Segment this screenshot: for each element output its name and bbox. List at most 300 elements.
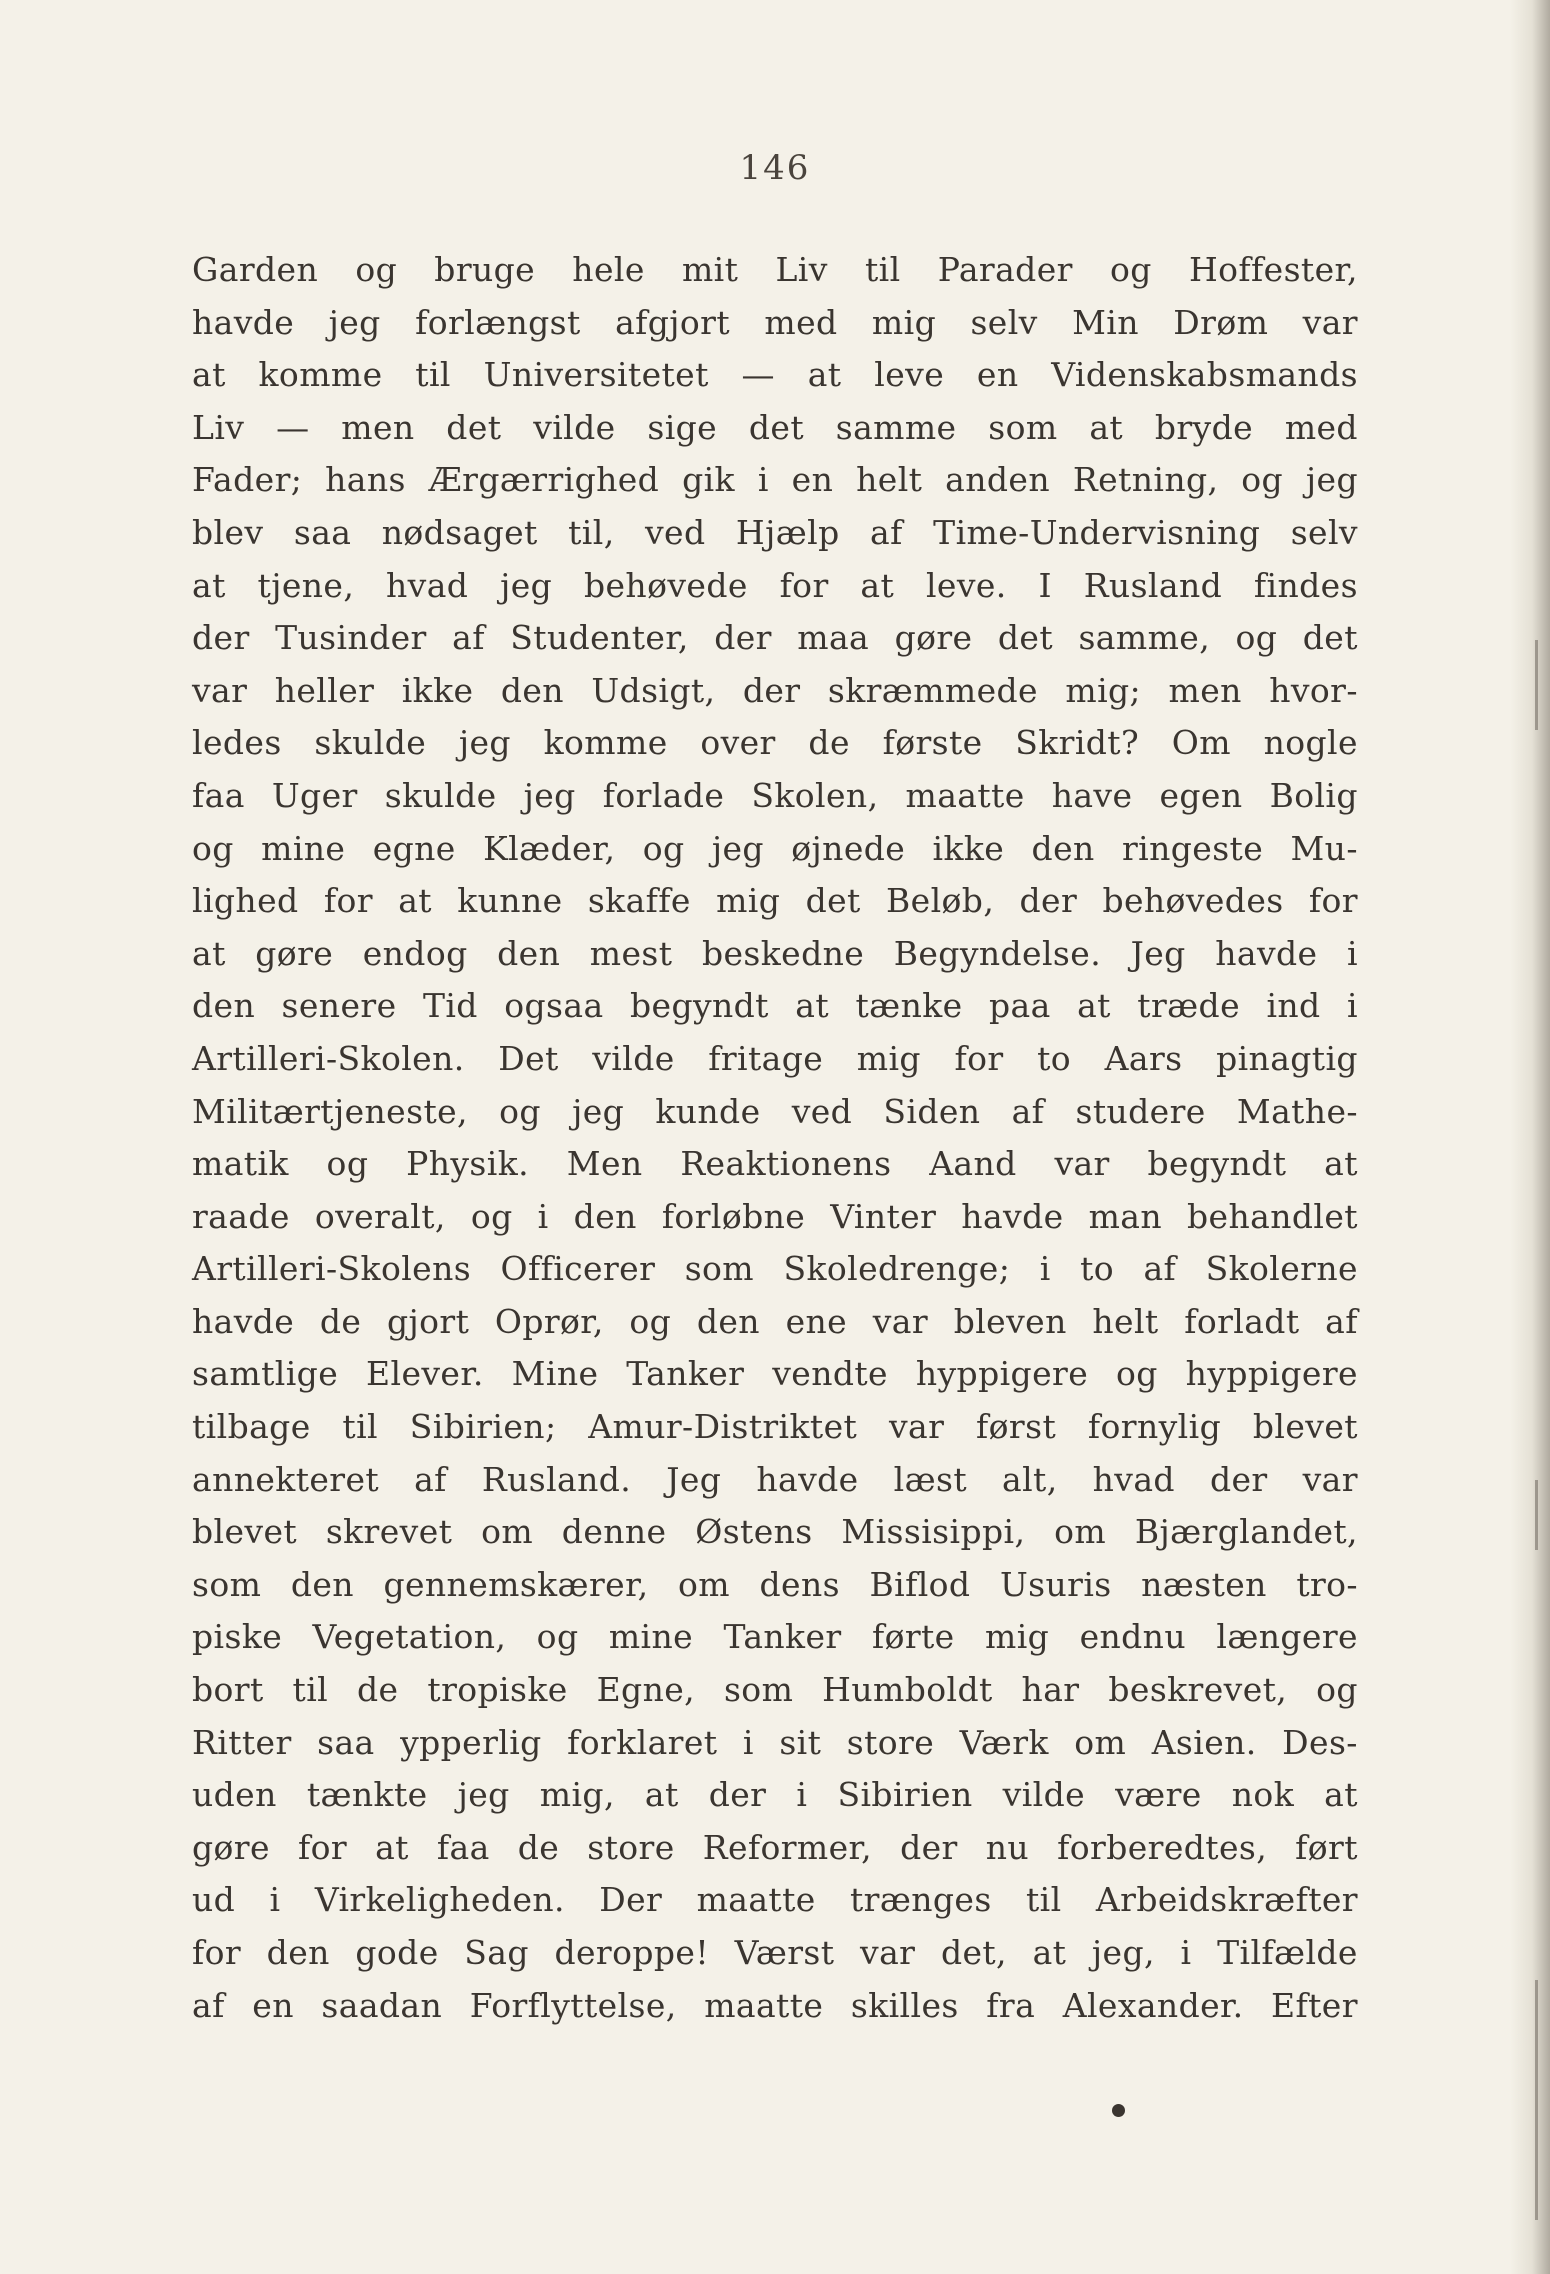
word: var <box>192 670 248 710</box>
word: at <box>1324 1775 1358 1815</box>
word: Militærtjeneste, <box>192 1091 468 1131</box>
word: komme <box>258 355 383 395</box>
word: Sag <box>464 1933 529 1972</box>
word: Fader; <box>192 460 303 500</box>
word: Artilleri-Skolens <box>192 1249 472 1289</box>
word: Aand <box>929 1144 1017 1184</box>
word: med <box>764 302 838 342</box>
word: til <box>1026 1880 1062 1920</box>
word: maatte <box>696 1880 816 1920</box>
word: træde <box>1137 986 1241 1026</box>
word: i <box>537 1196 549 1236</box>
word: mest <box>589 933 673 973</box>
word: og <box>192 828 234 868</box>
word: var <box>1302 302 1358 342</box>
word: til <box>864 250 901 289</box>
word: ikke <box>932 828 1005 868</box>
word: Skolerne <box>1205 1249 1358 1289</box>
word: Udsigt, <box>591 670 716 710</box>
page-number: 146 <box>739 148 811 188</box>
word: jeg <box>328 302 381 342</box>
word: tænkte <box>306 1775 428 1815</box>
text-line <box>192 665 1358 718</box>
word: raade <box>192 1196 290 1236</box>
word: Beløb, <box>886 881 995 921</box>
text-line <box>192 1243 1358 1296</box>
word: Des- <box>1282 1722 1358 1762</box>
word: og <box>1116 1354 1158 1394</box>
word: og <box>536 1617 579 1657</box>
word: — <box>741 355 775 395</box>
word: næsten <box>1141 1564 1267 1604</box>
word: øjnede <box>791 828 906 868</box>
text-line <box>192 1822 1358 1875</box>
word: overalt, <box>314 1196 446 1236</box>
word: at <box>860 565 895 605</box>
word: havde <box>192 1301 295 1341</box>
word: dens <box>759 1564 840 1604</box>
word: var <box>1054 1144 1110 1184</box>
word: Klæder, <box>483 828 616 868</box>
word: hans <box>325 460 406 500</box>
word: samme, <box>1078 618 1211 658</box>
word: helt <box>1092 1301 1159 1341</box>
word: Usuris <box>999 1564 1112 1604</box>
word: for <box>192 1933 242 1972</box>
word: Officerer <box>500 1249 656 1289</box>
word: der <box>900 1827 958 1867</box>
word: Mine <box>511 1354 599 1394</box>
word: vilde <box>592 1038 675 1078</box>
word: Rusland. <box>481 1459 632 1499</box>
word: gode <box>355 1933 439 1972</box>
word: deroppe! <box>554 1933 710 1972</box>
word: de <box>808 723 850 763</box>
printer-dot-mark <box>1112 2104 1125 2117</box>
word: det <box>748 407 804 447</box>
word: behøvedes <box>1102 881 1284 921</box>
word: Liv <box>775 250 828 289</box>
word: — <box>276 407 310 447</box>
text-line <box>192 402 1358 455</box>
word: at <box>375 1827 409 1867</box>
word: og <box>1241 460 1284 500</box>
word: for <box>779 565 829 605</box>
text-line <box>192 1348 1358 1401</box>
word: i <box>796 1775 808 1815</box>
word: maatte <box>905 775 1025 815</box>
word: saa <box>293 512 352 552</box>
word: det, <box>940 1933 1007 1972</box>
word: de <box>319 1301 362 1341</box>
word: den <box>290 1564 354 1604</box>
word: som <box>192 1564 262 1604</box>
word: at <box>192 933 226 973</box>
word: vendte <box>772 1354 888 1394</box>
text-line <box>192 454 1358 507</box>
word: Videnskabsmands <box>1051 355 1358 395</box>
word: en <box>252 1985 294 2025</box>
word: Tilfælde <box>1217 1933 1358 1972</box>
word: Retning, <box>1072 460 1219 500</box>
word: matik <box>192 1144 289 1184</box>
word: annekteret <box>192 1459 380 1499</box>
word: hvor- <box>1269 670 1358 710</box>
word: og <box>1316 1670 1358 1710</box>
page-edge-shadow <box>1510 0 1550 2274</box>
word: Drøm <box>1173 302 1269 342</box>
word: Amur-Distriktet <box>588 1407 858 1447</box>
word: at <box>795 986 830 1026</box>
word: samtlige <box>192 1354 339 1394</box>
word: trænges <box>849 1880 992 1920</box>
word: beskrevet, <box>1108 1670 1288 1710</box>
text-line <box>192 1769 1358 1822</box>
word: Egne, <box>596 1670 696 1710</box>
text-line <box>192 1296 1358 1349</box>
word: nødsaget <box>381 512 538 552</box>
word: Bjærglandet, <box>1134 1512 1358 1552</box>
page-edge-mark <box>1535 1980 1538 2220</box>
word: om <box>678 1564 730 1604</box>
word: Efter <box>1271 1985 1358 2025</box>
word: alt, <box>1002 1459 1058 1499</box>
text-line <box>192 244 1358 297</box>
word: ikke <box>401 670 474 710</box>
word: havde <box>756 1459 859 1499</box>
text-line <box>192 1506 1358 1559</box>
word: at <box>1089 407 1124 447</box>
word: gik <box>682 460 735 500</box>
word: Ærgærrighed <box>428 460 660 500</box>
word: af <box>870 512 903 552</box>
word: i <box>269 1880 281 1920</box>
text-line <box>192 1927 1358 1980</box>
word: komme <box>543 723 668 763</box>
word: det <box>446 407 502 447</box>
word: to <box>1037 1038 1072 1078</box>
word: leve <box>874 355 945 395</box>
word: Rusland <box>1083 565 1223 605</box>
word: der <box>742 670 801 710</box>
word: en <box>976 355 1019 395</box>
word: at <box>192 565 226 605</box>
word: længere <box>1216 1617 1358 1657</box>
word: den <box>266 1933 330 1972</box>
word: Sibirien <box>837 1775 973 1815</box>
word: de <box>517 1827 560 1867</box>
word: i <box>757 460 769 500</box>
word: af <box>1011 1091 1045 1131</box>
word: og <box>499 1091 541 1131</box>
text-line <box>192 823 1358 876</box>
word: forløbne <box>661 1196 806 1236</box>
word: Hjælp <box>735 512 840 552</box>
word: som <box>723 1670 794 1710</box>
word: med <box>1284 407 1358 447</box>
word: bort <box>192 1670 264 1710</box>
word: Missisippi, <box>841 1512 1026 1552</box>
word: Mathe- <box>1236 1091 1358 1131</box>
word: uden <box>192 1775 277 1815</box>
word: maatte <box>704 1985 824 2025</box>
word: i <box>1039 1249 1051 1289</box>
word: havde <box>192 302 295 342</box>
word: jeg <box>572 1091 625 1131</box>
text-line <box>192 1980 1358 2033</box>
word: Jeg <box>1130 933 1186 973</box>
text-line <box>192 1717 1358 1770</box>
text-line <box>192 297 1358 350</box>
word: den <box>497 933 561 973</box>
word: var <box>1302 1459 1358 1499</box>
word: senere <box>281 986 397 1026</box>
word: kunne <box>457 881 563 921</box>
word: jeg <box>457 1775 510 1815</box>
word: Siden <box>883 1091 981 1131</box>
word: af <box>452 618 485 658</box>
word: læst <box>893 1459 967 1499</box>
word: af <box>414 1459 447 1499</box>
word: tjene, <box>257 565 355 605</box>
word: Værst <box>734 1933 835 1972</box>
word: til, <box>568 512 615 552</box>
word: havde <box>961 1196 1064 1236</box>
word: skaffe <box>587 881 691 921</box>
word: den <box>573 1196 637 1236</box>
word: ind <box>1266 986 1321 1026</box>
word: Jeg <box>666 1459 722 1499</box>
word: gennemskærer, <box>383 1564 649 1604</box>
word: første <box>882 723 983 763</box>
word: skulde <box>314 723 427 763</box>
text-line <box>192 1874 1358 1927</box>
word: endog <box>362 933 468 973</box>
word: det <box>805 881 861 921</box>
text-line <box>192 980 1358 1033</box>
word: gøre <box>192 1827 270 1867</box>
word: i <box>742 1722 754 1762</box>
text-line <box>192 1086 1358 1139</box>
word: de <box>357 1670 399 1710</box>
word: Østens <box>695 1512 813 1552</box>
word: i <box>1347 986 1358 1026</box>
word: ud <box>192 1880 236 1920</box>
word: anden <box>945 460 1051 500</box>
text-line <box>192 875 1358 928</box>
word: om <box>1074 1722 1127 1762</box>
word: store <box>587 1827 675 1867</box>
word: hvad <box>1092 1459 1175 1499</box>
word: og <box>642 828 685 868</box>
word: Bolig <box>1269 775 1358 815</box>
word: den <box>192 986 256 1026</box>
word: vilde <box>1002 1775 1086 1815</box>
word: mine <box>608 1617 694 1657</box>
word: leve. <box>925 565 1007 605</box>
word: og <box>470 1196 513 1236</box>
word: Reaktionens <box>680 1144 892 1184</box>
word: forlængst <box>415 302 581 342</box>
word: mig <box>985 1617 1050 1657</box>
word: Der <box>599 1880 663 1920</box>
word: men <box>1168 670 1242 710</box>
word: i <box>1180 1933 1192 1972</box>
word: den <box>696 1301 760 1341</box>
word: bryde <box>1154 407 1254 447</box>
word: faa <box>192 775 245 815</box>
word: ved <box>645 512 706 552</box>
word: maa <box>797 618 870 658</box>
word: selv <box>970 302 1038 342</box>
text-line <box>192 1191 1358 1244</box>
text-line <box>192 1138 1358 1191</box>
word: Garden <box>192 250 319 289</box>
word: Artilleri-Skolen. <box>192 1038 465 1078</box>
word: ogsaa <box>504 986 604 1026</box>
text-line <box>192 717 1358 770</box>
word: Begyndelse. <box>893 933 1102 973</box>
word: for <box>323 881 373 921</box>
word: lighed <box>192 881 299 921</box>
word: saadan <box>321 1985 443 2025</box>
word: Aars <box>1104 1038 1183 1078</box>
word: behøvede <box>583 565 748 605</box>
text-line <box>192 1559 1358 1612</box>
word: Det <box>498 1038 559 1078</box>
word: samme <box>835 407 957 447</box>
word: for <box>954 1038 1004 1078</box>
word: pinagtig <box>1216 1038 1358 1078</box>
word: faa <box>436 1827 490 1867</box>
word: Asien. <box>1151 1722 1257 1762</box>
text-line <box>192 1664 1358 1717</box>
text-line <box>192 560 1358 613</box>
word: Elever. <box>366 1354 484 1394</box>
word: Forflyttelse, <box>469 1985 677 2025</box>
word: Arbeidskræfter <box>1095 1880 1358 1920</box>
text-line <box>192 1454 1358 1507</box>
text-line <box>192 1401 1358 1454</box>
word: Mu- <box>1290 828 1358 868</box>
text-line <box>192 349 1358 402</box>
body-text <box>192 244 1358 2032</box>
word: mine <box>261 828 346 868</box>
word: var <box>872 1301 929 1341</box>
text-line <box>192 612 1358 665</box>
word: Vegetation, <box>312 1617 507 1657</box>
word: findes <box>1253 565 1358 605</box>
word: begyndt <box>629 986 769 1026</box>
word: nu <box>985 1827 1030 1867</box>
word: ypperlig <box>400 1722 542 1762</box>
word: der <box>1019 881 1078 921</box>
word: Min <box>1072 302 1139 342</box>
word: den <box>500 670 564 710</box>
word: fornylig <box>1087 1407 1222 1447</box>
word: hyppigere <box>1185 1354 1358 1394</box>
word: tænke <box>855 986 963 1026</box>
word: Time-Undervisning <box>933 512 1261 552</box>
word: nogle <box>1263 723 1358 763</box>
word: førte <box>871 1617 955 1657</box>
word: Virkeligheden. <box>314 1880 565 1920</box>
text-line <box>192 770 1358 823</box>
word: Universitetet <box>483 355 709 395</box>
word: mig, <box>539 1775 615 1815</box>
word: Physik. <box>406 1144 529 1184</box>
word: I <box>1038 565 1052 605</box>
word: Liv <box>192 407 245 447</box>
word: for <box>297 1827 348 1867</box>
word: hele <box>572 250 645 289</box>
word: af <box>192 1985 225 2025</box>
word: afgjort <box>615 302 731 342</box>
word: Skolen, <box>751 775 879 815</box>
word: paa <box>988 986 1051 1026</box>
word: skilles <box>850 1985 959 2025</box>
word: to <box>1080 1249 1115 1289</box>
word: der <box>192 618 250 658</box>
word: Tusinder <box>275 618 427 658</box>
word: store <box>846 1722 935 1762</box>
word: ene <box>785 1301 848 1341</box>
word: tro- <box>1296 1564 1358 1604</box>
word: denne <box>561 1512 667 1552</box>
word: en <box>791 460 834 500</box>
word: og <box>1235 618 1278 658</box>
word: Tanker <box>723 1617 842 1657</box>
word: jeg <box>500 565 553 605</box>
word: og <box>629 1301 672 1341</box>
word: man <box>1088 1196 1162 1236</box>
word: Om <box>1171 723 1231 763</box>
word: ringeste <box>1121 828 1264 868</box>
word: kunde <box>655 1091 761 1131</box>
word: egen <box>1159 775 1243 815</box>
word: jeg <box>711 828 764 868</box>
word: over <box>700 723 776 763</box>
text-line <box>192 1611 1358 1664</box>
word: Hoffester, <box>1188 250 1358 289</box>
word: at <box>1077 986 1111 1026</box>
word: sit <box>779 1722 822 1762</box>
word: piske <box>192 1617 283 1657</box>
word: at <box>1324 1144 1358 1184</box>
word: Humboldt <box>822 1670 993 1710</box>
word: der <box>1209 1459 1268 1499</box>
word: Biflod <box>869 1564 971 1604</box>
text-line <box>192 1033 1358 1086</box>
text-line <box>192 507 1358 560</box>
word: Alexander. <box>1062 1985 1244 2025</box>
word: først <box>976 1407 1057 1447</box>
word: fritage <box>708 1038 824 1078</box>
word: hvad <box>386 565 469 605</box>
word: tilbage <box>192 1407 311 1447</box>
word: til <box>292 1670 329 1710</box>
word: mig <box>716 881 781 921</box>
word: mig <box>856 1038 921 1078</box>
word: var <box>888 1407 945 1447</box>
word: Sibirien; <box>409 1407 557 1447</box>
word: jeg <box>458 723 511 763</box>
word: skræmmede <box>827 670 1038 710</box>
word: jeg, <box>1091 1933 1155 1972</box>
word: gøre <box>255 933 334 973</box>
word: bleven <box>953 1301 1067 1341</box>
word: har <box>1021 1670 1080 1710</box>
